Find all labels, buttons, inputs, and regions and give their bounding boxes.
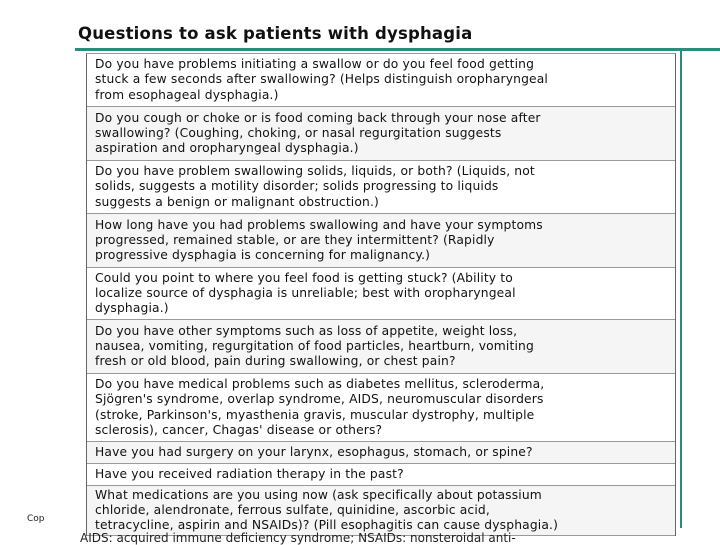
questions-table xyxy=(86,53,676,536)
footnote: AIDS: acquired immune deficiency syndrome; NSAIDs: nonsteroidal anti- xyxy=(80,531,516,545)
question-row: Do you have problem swallowing solids, liquids, or both? (Liquids, not solids, suggests a motility disorder; solids progressing to liquids suggests a benign or malignant obstruction.) xyxy=(87,161,675,214)
right-border-rule xyxy=(680,50,682,528)
page-title: Questions to ask patients with dysphagia xyxy=(78,24,473,43)
question-row: What medications are you using now (ask specifically about potassium chloride, alendronate, ferrous sulfate, quinidine, ascorbic acid, tetracycline, aspirin and NSAIDs)? (Pill esophagitis can cause dysphagia.) xyxy=(87,486,675,536)
question-row: How long have you had problems swallowing and have your symptoms progressed, remained stable, or are they intermittent? (Rapidly progressive dysphagia is concerning for malignancy.) xyxy=(87,214,675,268)
question-row: Do you cough or choke or is food coming back through your nose after swallowing? (Coughing, choking, or nasal regurgitation suggests aspiration and oropharyngeal dysphagia.) xyxy=(87,107,675,161)
copyright-text: Cop xyxy=(27,514,45,524)
question-row: Could you point to where you feel food is getting stuck? (Ability to localize source of dysphagia is unreliable; best with oropharyngeal dysphagia.) xyxy=(87,268,675,320)
question-row: Do you have problems initiating a swallow or do you feel food getting stuck a few seconds after swallowing? (Helps distinguish oropharyngeal from esophageal dysphagia.) xyxy=(87,54,675,107)
question-row: Have you received radiation therapy in the past? xyxy=(87,464,675,486)
question-row: Do you have medical problems such as diabetes mellitus, scleroderma, Sjögren's syndrome, overlap syndrome, AIDS, neuromuscular disorders (stroke, Parkinson's, myasthenia gravis, muscular dystrophy, multiple sclerosis), cancer, Chagas' disease or others? xyxy=(87,374,675,442)
question-row: Do you have other symptoms such as loss of appetite, weight loss, nausea, vomiting, regurgitation of food particles, heartburn, vomiting fresh or old blood, pain during swallowing, or chest pain? xyxy=(87,320,675,374)
question-row: Have you had surgery on your larynx, esophagus, stomach, or spine? xyxy=(87,442,675,464)
title-underline xyxy=(75,48,720,51)
